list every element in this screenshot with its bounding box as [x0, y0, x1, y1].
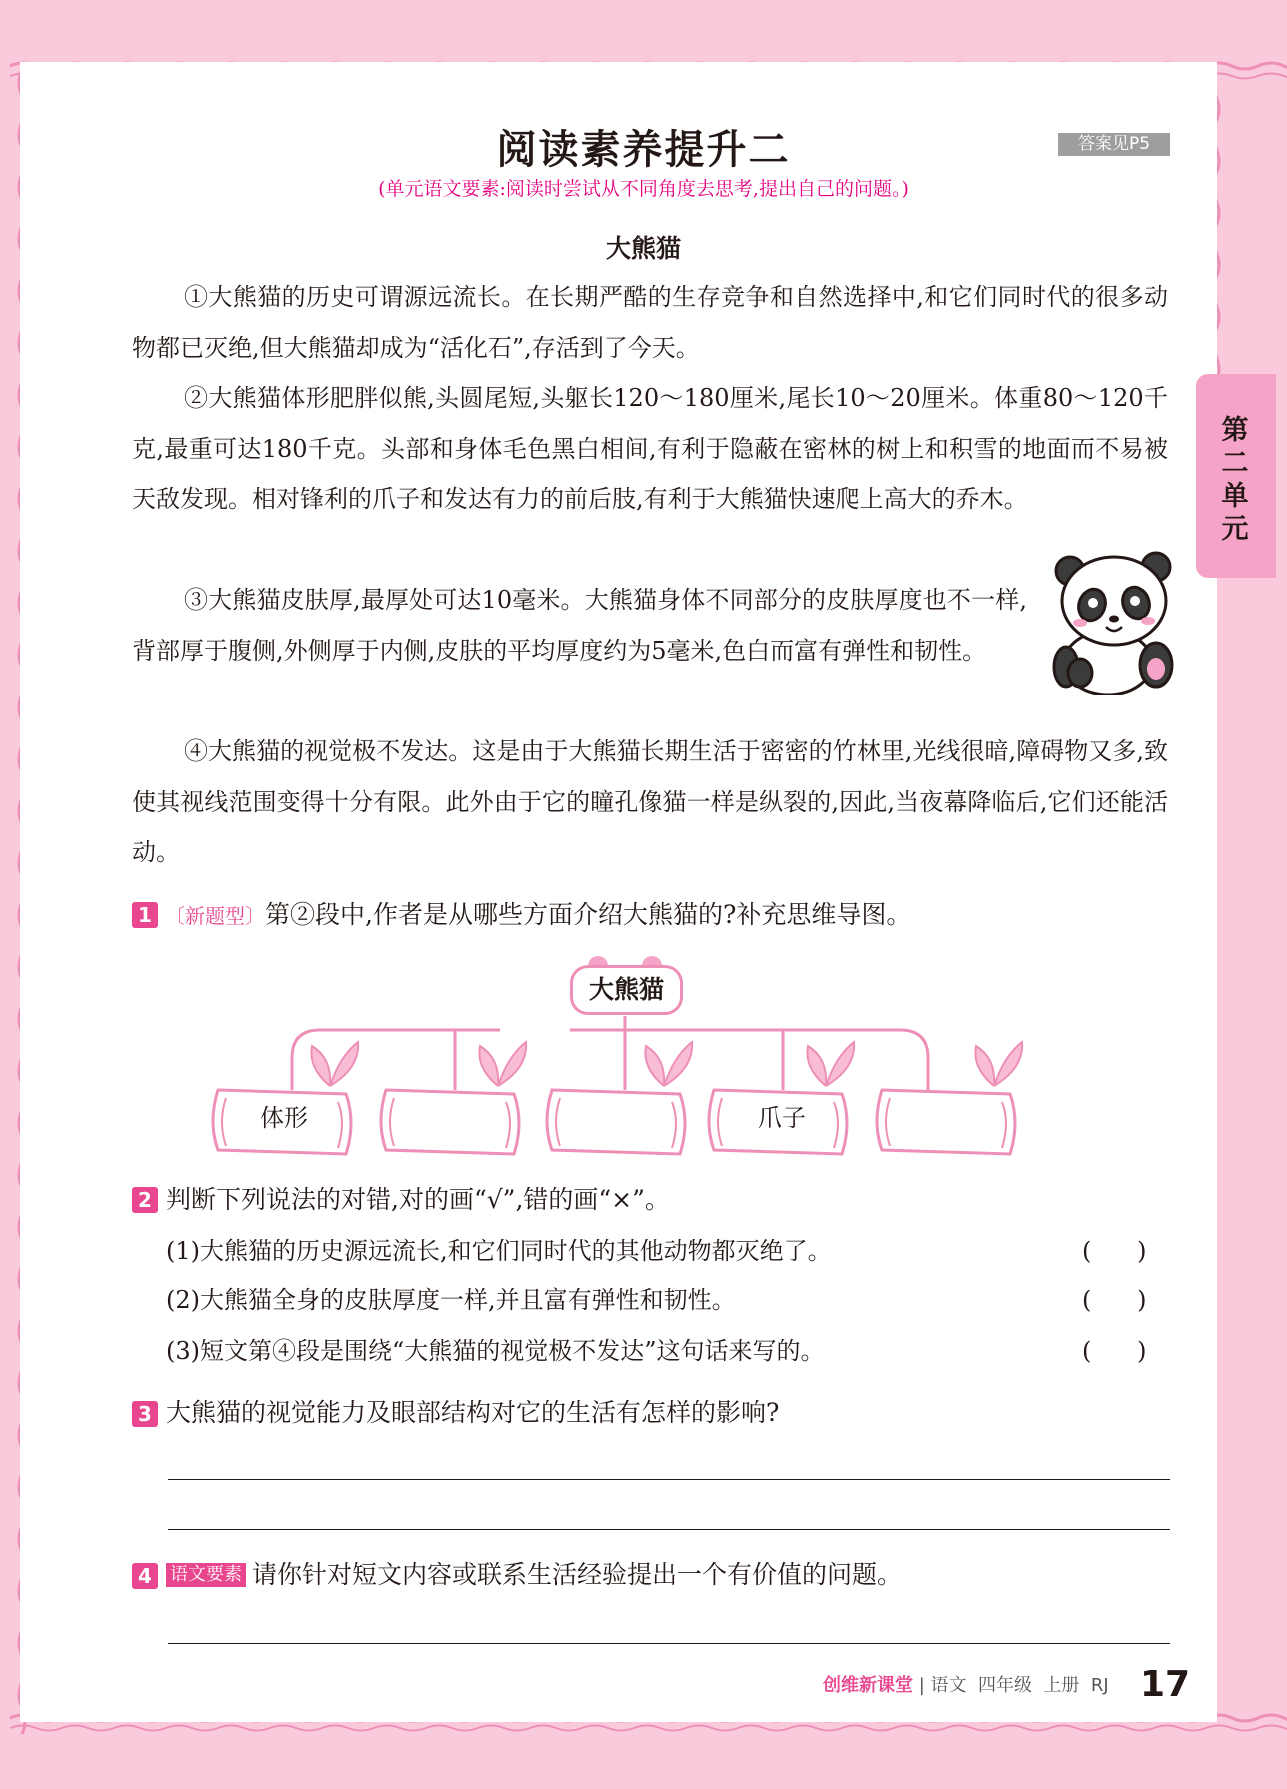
page-title: 阅读素养提升二: [496, 127, 791, 173]
unit-requirement: (单元语文要素:阅读时尝试从不同角度去思考,提出自己的问题。): [378, 178, 909, 200]
question-2-text: 判断下列说法的对错,对的画“√”,错的画“×”。: [166, 1185, 670, 1214]
mindmap-node-5-blank[interactable]: [887, 1103, 1007, 1133]
answer-reference-badge: 答案见P5: [1058, 133, 1170, 156]
mindmap-node-2-blank[interactable]: [387, 1103, 507, 1133]
judge-answer-1[interactable]: ( ): [1082, 1237, 1147, 1265]
passage-paragraph-2: ②大熊猫体形肥胖似熊,头圆尾短,头躯长120～180厘米,尾长10～20厘米。体重80～120千克,最重可达180千克。头部和身体毛色黑白相间,有利于隐蔽在密林的树上和积雪的地面而不易被天敌发现。相对锋利的爪子和发达有力的前后肢,有利于大熊猫快速爬上高大的乔木。: [132, 384, 1168, 513]
question-3-answer-line-2[interactable]: [168, 1529, 1170, 1530]
footer-brand: 创维新课堂: [823, 1675, 913, 1696]
leaf-icon: [645, 1042, 692, 1086]
page-number: 17: [1140, 1664, 1191, 1705]
question-1-text: [165, 899, 911, 932]
question-4-text: [166, 1559, 902, 1591]
footer-separator: |: [918, 1675, 925, 1696]
question-1-number: 1: [132, 902, 158, 928]
judge-answer-3[interactable]: ( ): [1082, 1337, 1147, 1365]
passage-paragraph-4: ④大熊猫的视觉极不发达。这是由于大熊猫长期生活于密密的竹林里,光线很暗,障碍物又多,致使其视线范围变得十分有限。此外由于它的瞳孔像猫一样是纵裂的,因此,当夜幕降临后,它们还能活动。: [132, 737, 1168, 866]
question-4-prompt: 请你针对短文内容或联系生活经验提出一个有价值的问题。: [252, 1560, 903, 1589]
question-1-prompt: 第②段中,作者是从哪些方面介绍大熊猫的?补充思维导图。: [265, 900, 912, 929]
judge-answer-2[interactable]: ( ): [1082, 1286, 1147, 1314]
question-1-tag: 〔新题型〕: [165, 904, 265, 928]
judge-item-1: (1)大熊猫的历史源远流长,和它们同时代的其他动物都灭绝了。: [166, 1237, 832, 1265]
passage-paragraph-1: ①大熊猫的历史可谓源远流长。在长期严酷的生存竞争和自然选择中,和它们同时代的很多动物都已灭绝,但大熊猫却成为“活化石”,存活到了今天。: [132, 283, 1168, 362]
mindmap-root-node: 大熊猫: [570, 965, 683, 1015]
mindmap-node-4: 爪子: [758, 1104, 806, 1132]
leaf-icon: [311, 1042, 358, 1086]
judge-item-3: (3)短文第④段是围绕“大熊猫的视觉极不发达”这句话来写的。: [166, 1337, 825, 1365]
passage-paragraph-3: ③大熊猫皮肤厚,最厚处可达10毫米。大熊猫身体不同部分的皮肤厚度也不一样,背部厚于腹侧,外侧厚于内侧,皮肤的平均厚度约为5毫米,色白而富有弹性和韧性。: [132, 586, 1027, 665]
question-4-tag: 语文要素: [166, 1563, 246, 1587]
leaf-icon: [479, 1042, 526, 1086]
leaf-icon: [975, 1042, 1022, 1086]
mindmap-node-3-blank[interactable]: [557, 1103, 677, 1133]
footer-info: [823, 1673, 1109, 1699]
question-3-text: 大熊猫的视觉能力及眼部结构对它的生活有怎样的影响?: [166, 1398, 780, 1427]
unit-side-tab-label: 第二单元: [1221, 415, 1249, 545]
question-4-number: 4: [132, 1563, 158, 1589]
panda-illustration: [1052, 545, 1177, 695]
question-2-number: 2: [132, 1187, 158, 1213]
question-3-number: 3: [132, 1401, 158, 1427]
unit-side-tab: [1196, 374, 1276, 578]
passage-title: 大熊猫: [605, 234, 681, 263]
footer-book-info: 语文 四年级 上册 RJ: [930, 1675, 1109, 1696]
leaf-icon: [807, 1042, 854, 1086]
question-4-answer-line[interactable]: [168, 1643, 1170, 1644]
judge-item-2: (2)大熊猫全身的皮肤厚度一样,并且富有弹性和韧性。: [166, 1286, 736, 1314]
mindmap-node-1: 体形: [260, 1104, 308, 1132]
question-3-answer-line-1[interactable]: [168, 1479, 1170, 1480]
